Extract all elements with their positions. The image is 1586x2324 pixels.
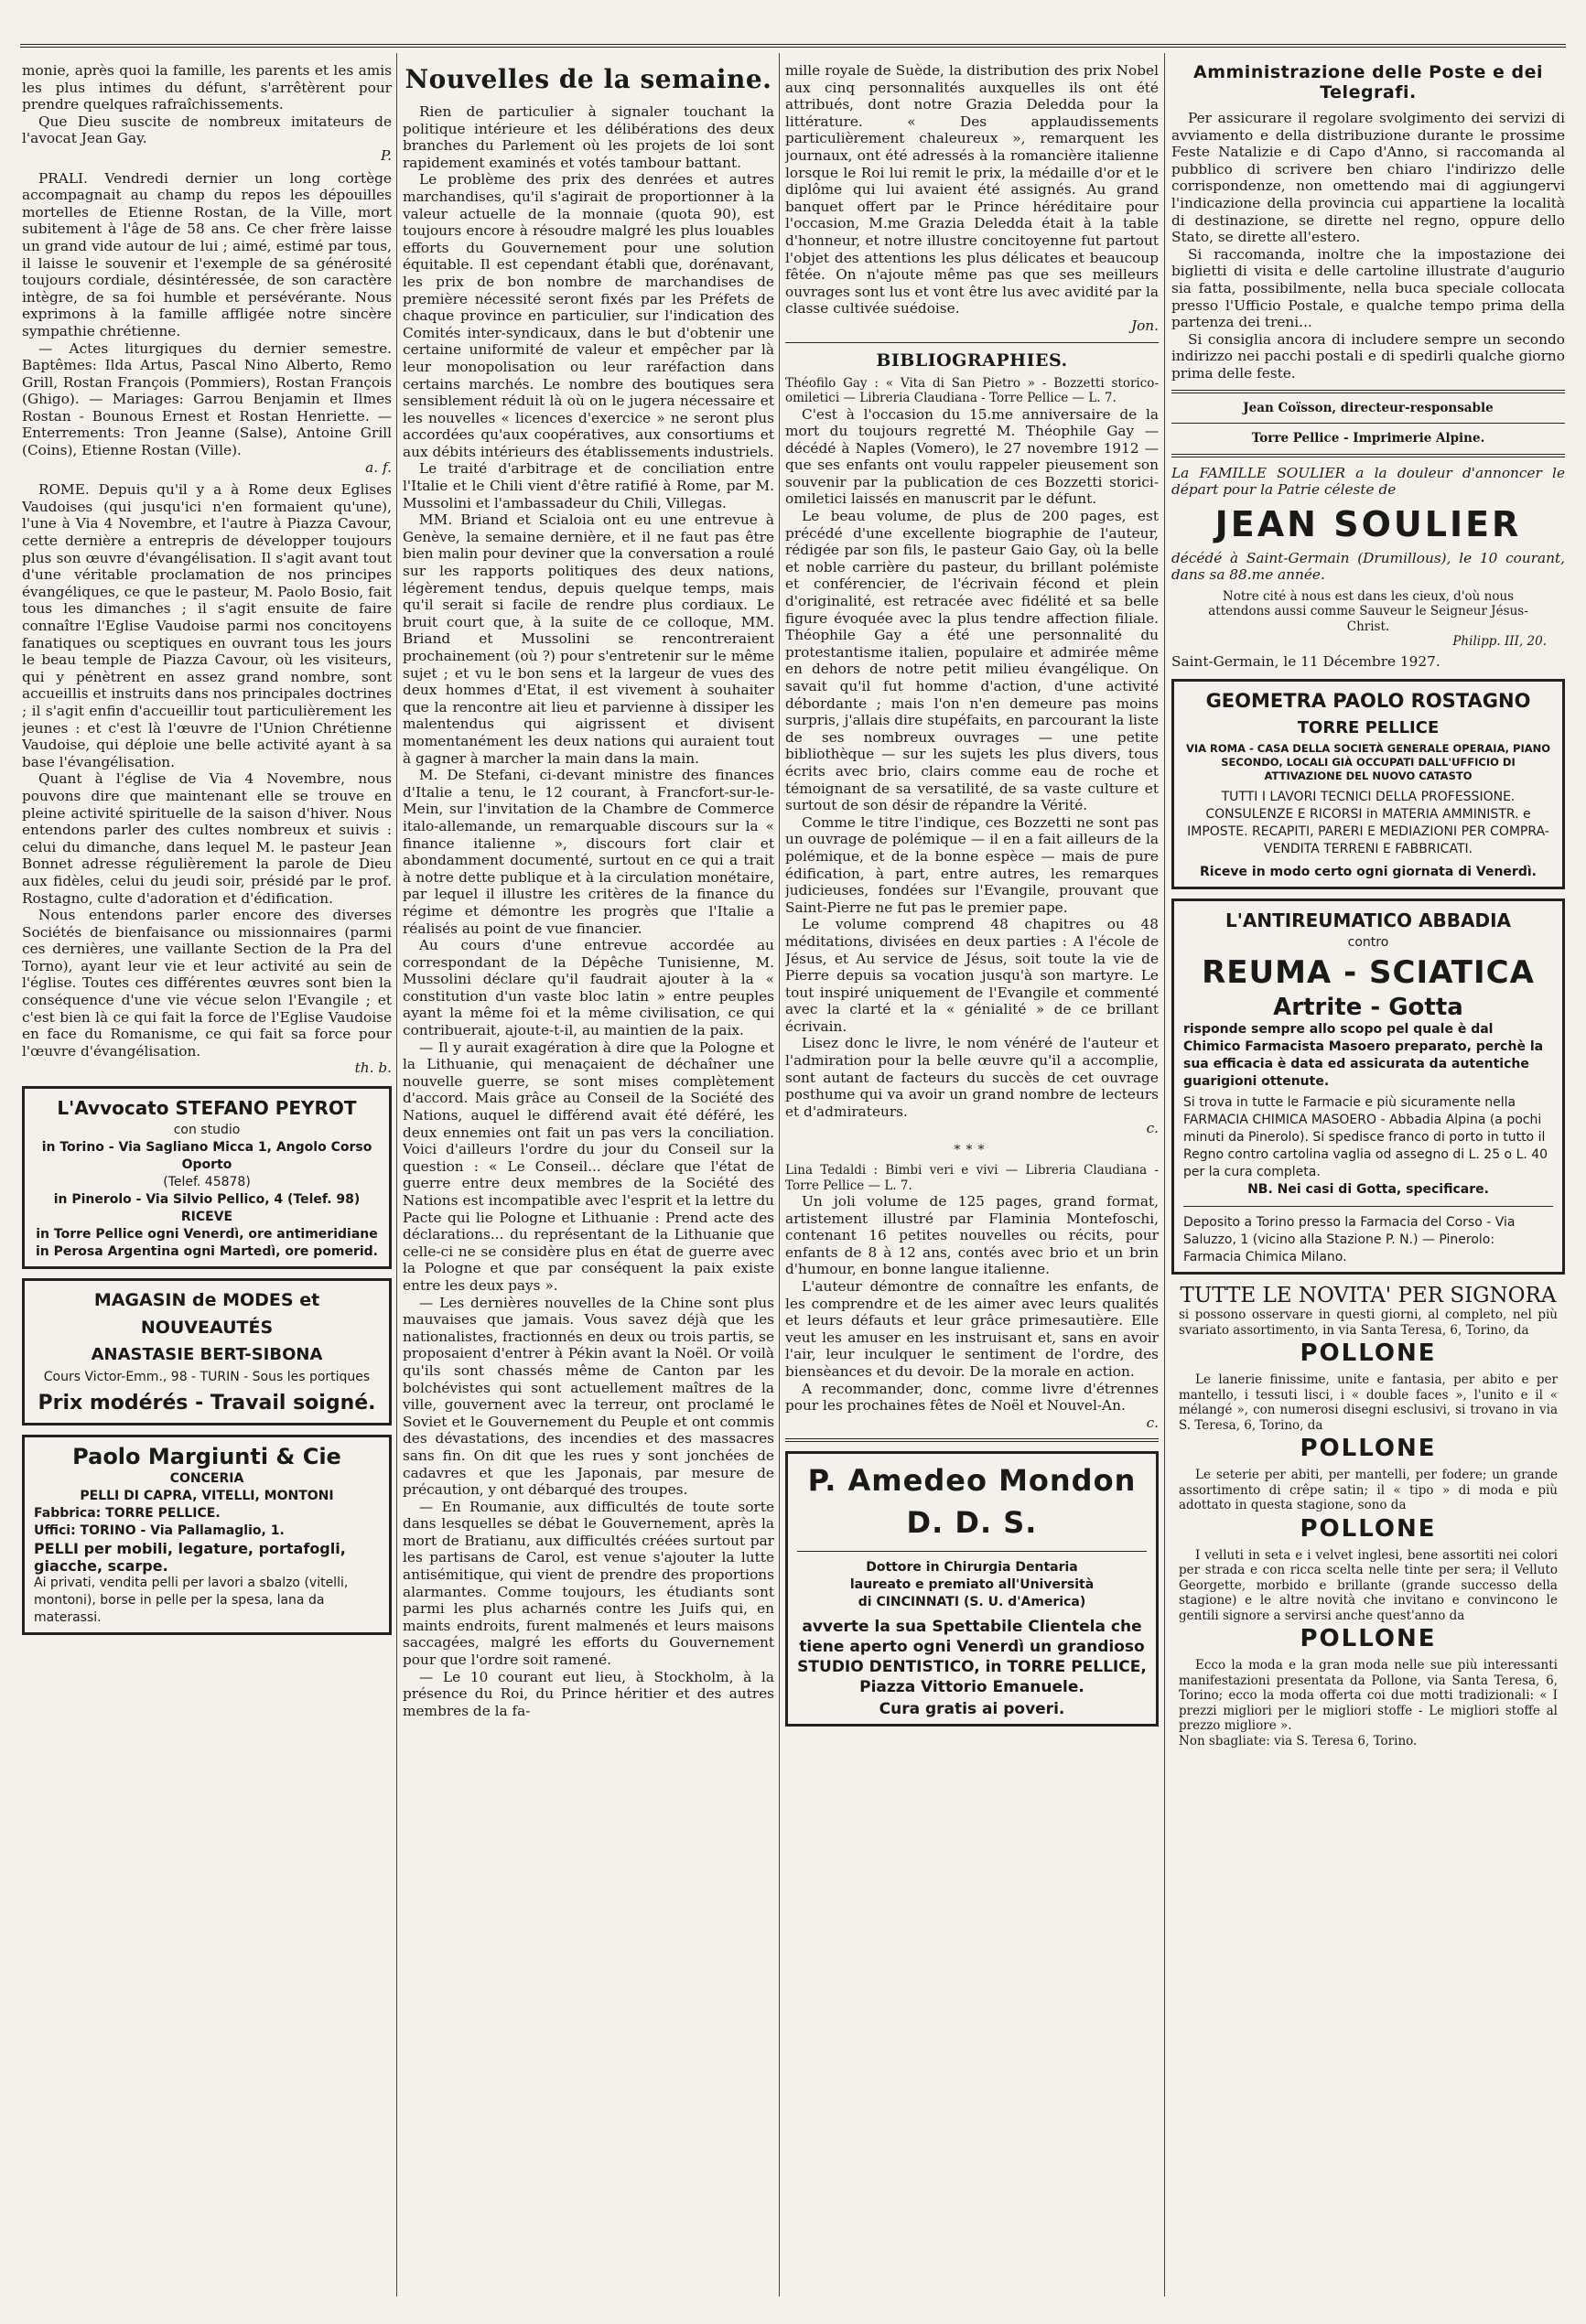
ad-line: TORRE PELLICE <box>1297 718 1440 738</box>
obituary-date: Saint-Germain, le 11 Décembre 1927. <box>1171 652 1440 670</box>
ad-line: PELLI per mobili, legature, portafogli, giacche, scarpe. <box>34 1540 346 1576</box>
ad-rostagno <box>1171 679 1565 889</box>
ad-line: di CINCINNATI (S. U. d'America) <box>858 1595 1086 1610</box>
ad-line: risponde sempre allo scopo pel quale è dal Chimico Farmacista Masoero preparato, perchè la sua efficacia è data ed assicurata da autentiche guarigioni ottenute. <box>1183 1022 1544 1090</box>
top-rule <box>20 44 1566 48</box>
ad-line: in Torino - Via Sagliano Micca 1, Angolo Corso Oporto <box>41 1140 372 1173</box>
divider <box>1171 390 1565 393</box>
ad-line: avverte la sua Spettabile Clientela che tiene aperto ogni Venerdì un grandioso STUDIO DENTISTICO, in TORRE PELLICE, Piazza Vittorio Emanuele. <box>797 1618 1147 1697</box>
article-paragraph: L'auteur démontre de connaître les enfants, de les comprendre et de les aimer avec leurs qualités et leurs défauts et leur grâce primesautière. Elle veut les amuser en les instruisant et, sans en avoir l'air, leur inculquer le sentiment de l'ordre, des biensèances et du devoir. De la morale en action. <box>785 1278 1159 1380</box>
obituary-verse-ref: Philipp. III, 20. <box>1452 634 1547 650</box>
article-paragraph: — Actes liturgiques du dernier semestre. Baptêmes: Ilda Artus, Pascal Nino Alberto, Remo Grill, Rostan François (Pommiers), Rostan François (Ghigo). — Mariages: Garrou Benjamin et Ilmes Rostan - Bounous Ernest et Rostan Henriette. — Enterrements: Tron Jeanne (Salse), Antoine Grill (Coins), Etienne Rostan (Ville). <box>22 339 392 459</box>
article-paragraph: — Les dernières nouvelles de la Chine sont plus mauvaises que jamais. Vous savez déjà que les nationalistes, fractionnés en deux ou trois partis, se proposaient d'entrer à Pékin avant la Noël. Or voilà qu'ils sont chassés même de Canton par les bolchévistes qui sont actuellement maîtres de la ville, gouvernent avec la terreur, ont proclamé le Soviet et le Gouvernement du Peuple et ont commis des dévastations, des incendies et des massacres sans fin. On dit que les rues y sont jonchées de cadavres et que les Japonais, par mesure de précaution, y ont débarqué des troupes. <box>403 1294 774 1499</box>
divider <box>797 1551 1147 1552</box>
column-rule <box>779 53 780 2297</box>
signature: Jon. <box>1130 317 1159 334</box>
ad-line: laureato e premiato all'Università <box>849 1577 1095 1593</box>
ad-line: con studio <box>173 1123 241 1138</box>
section-heading: Amministrazione delle Poste e dei Telegrafi. <box>1193 62 1543 102</box>
ad-line: in Pinerolo - Via Silvio Pellico, 4 (Telef. 98) <box>53 1192 361 1208</box>
article-paragraph: mille royale de Suède, la distribution des prix Nobel aux cinq personnalités auxquelles ils ont été attribués, dont notre Grazia Deledda pour la littérature. « Des applaudissements particulièrement chaleureux », remarquent les journaux, ont été adressés à la romancière italienne lorsque le Roi lui remit le prix, la médaille d'or et le diplôme qui lui avaient été assignés. Au grand banquet offert par le Prince héréditaire pour l'occasion, M.me Grazia Deledda était à la table d'honneur, et notre illustre concitoyenne fut partout l'objet des attentions les plus délicates et beaucoup fêtée. On n'ajoute même pas que ses meilleurs ouvrages sont lus et vont être lus avec avidité par la classe cultivée suédoise. <box>785 62 1159 317</box>
obituary-text: décédé à Saint-Germain (Drumillous), le 10 courant, dans sa 88.me année. <box>1171 549 1565 584</box>
column-rule <box>1164 53 1165 2297</box>
ad-abbadia <box>1171 898 1565 1275</box>
signature: a. f. <box>365 458 392 476</box>
article-paragraph: Lisez donc le livre, le nom vénéré de l'auteur et l'admiration pour la belle œuvre qu'il a accomplie, sont autant de facteurs du succès de cet ouvrage posthume qui va avoir un grand nombre de lecteurs et d'admirateurs. <box>785 1035 1159 1120</box>
ad-line: NB. Nei casi di Gotta, specificare. <box>1247 1182 1489 1198</box>
article-paragraph: Le problème des prix des denrées et autres marchandises, qu'il s'agirait de proportionner à la valeur actuelle de la monnaie (quota 90), est toujours encore à résoudre malgré les plus louables efforts du Gouvernement pour une solution équitable. Il est cependant établi que, dorénavant, les prix de bon nombre de marchandises de première nécessité seront fixés par les Préfets de chaque province en particulier, sur l'indication des Comités inter-syndicaux, dans le but d'obtenir une certaine uniformité de valeur et empêcher par là leur monopolisation ou leur raréfaction dans certains marchés. Le nombre des boutiques sera sensiblement réduit là où on le jugera nécessaire et les nouvelles « licences d'exercice » ne seront plus accordées qu'aux coopératives, aux consortiums et aux débits intérieurs des établissements industriels. <box>403 171 774 460</box>
ad-headline: REUMA - SCIATICA <box>1202 954 1535 992</box>
book-review <box>785 406 1159 1121</box>
ad-line: TUTTI I LAVORI TECNICI DELLA PROFESSIONE. CONSULENZE E RICORSI in MATERIA AMMINISTR. e IMPOSTE. RECAPITI, PARERI E MEDIAZIONI PER COMPRA-VENDITA TERRENI E FABBRICATI. <box>1187 790 1549 857</box>
article-paragraph: Comme le titre l'indique, ces Bozzetti ne sont pas un ouvrage de polémique — il en a fait ailleurs de la polémique, et de la bonne espèce — mais de pure édification, à part, entre autres, les remarques judicieuses, fondées sur l'Evangile, prouvant que Saint-Pierre ne fut pas le premier pape. <box>785 813 1159 916</box>
ad-title: MAGASIN de MODES et NOUVEAUTÉS <box>93 1290 320 1339</box>
article-paragraph: monie, après quoi la famille, les parents et les amis les plus intimes du défunt, s'arrêtèrent pour prendre quelques rafraîchissements. <box>22 62 392 113</box>
ad-title: TUTTE LE NOVITA' PER SIGNORA <box>1180 1284 1557 1308</box>
ad-line: (Telef. 45878) <box>163 1175 251 1190</box>
obituary-name: JEAN SOULIER <box>1214 503 1522 544</box>
article-paragraph: Per assicurare il regolare svolgimento dei servizi di avviamento e della distribuzione durante le prossime Feste Natalizie e di Capo d'Anno, si raccomanda al pubblico di scrivere ben chiaro l'indirizzo delle corrispondenze, non omettendo mai di aggiungervi l'indicazione della provincia cui appartiene la località di destinazione, se dirette nel regno, oppure dello Stato, se dirette all'estero. <box>1171 110 1565 246</box>
ad-line: ANASTASIE BERT-SIBONA <box>91 1345 323 1365</box>
article-paragraph: — Il y aurait exagération à dire que la Pologne et la Lithuanie, qui menaçaient de déchaîner une nouvelle guerre, se sont mises complètement d'accord. Mais grâce au Conseil de la Société des Nations, auquel le différend avait été déféré, les deux ennemies ont fait un pas vers la conciliation. Voici d'ailleurs l'ordre du jour du Conseil sur la question : « Le Conseil... déclare que l'état de guerre entre deux membres de la Société des Nations est incompatible avec l'esprit et la lettre du Pacte qui lie Pologne et Lithuanie : Prend acte des déclarations... du représentant de la Lithuanie que celle-ci ne se considère plus en état de guerre avec la Pologne et que par conséquent la paix existe entre les deux pays ». <box>403 1038 774 1294</box>
ad-line: Non sbagliate: via S. Teresa 6, Torino. <box>1179 1733 1418 1748</box>
ad-line: RICEVE <box>180 1210 233 1225</box>
ad-line: Uffici: TORINO - Via Pallamaglio, 1. <box>34 1523 285 1539</box>
brand-logo: POLLONE <box>1300 1340 1437 1368</box>
ad-line: Cours Victor-Emm., 98 - TURIN - Sous les portiques <box>43 1370 371 1385</box>
ad-title: GEOMETRA PAOLO ROSTAGNO <box>1205 690 1531 713</box>
ad-pollone <box>1171 1284 1565 1748</box>
ad-line: in Perosa Argentina ogni Martedì, ore pomerid. <box>36 1244 378 1260</box>
ad-line: PELLI DI CAPRA, VITELLI, MONTONI <box>80 1489 334 1504</box>
stars-separator: *** <box>954 1143 990 1158</box>
news-articles <box>403 103 774 1719</box>
section-heading: BIBLIOGRAPHIES. <box>876 350 1068 371</box>
article-paragraph: Que Dieu suscite de nombreux imitateurs de l'avocat Jean Gay. <box>22 113 392 147</box>
column-rule <box>396 53 397 2297</box>
ad-line: si possono osservare in questi giorni, al completo, nel più svariato assortimento, in via Santa Teresa, 6, Torino, da <box>1179 1307 1558 1338</box>
article-paragraph: Le traité d'arbitrage et de conciliation entre l'Italie et le Chili vient d'être ratifié à Rome, par M. Mussolini et l'ambassadeur du Chili, Villegas. <box>403 460 774 511</box>
article-paragraph: Si raccomanda, inoltre che la impostazione dei biglietti di visita e delle cartoline illustrate d'augurio sia fatta, possibilmente, nella buca speciale collocata presso l'Ufficio Postale, e qualche tempo prima della partenza dei treni... <box>1171 245 1565 331</box>
ad-margiunti <box>22 1435 392 1635</box>
ad-line: Dottore in Chirurgia Dentaria <box>866 1560 1078 1576</box>
book-reference: Théofilo Gay : « Vita di San Pietro » - Bozzetti storico-omiletici — Libreria Claudiana - Torre Pellice — L. 7. <box>785 375 1159 405</box>
ad-line: Si trova in tutte le Farmacie e più sicuramente nella FARMACIA CHIMICA MASOERO - Abbadia Alpina (a pochi minuti da Pinerolo). Si spedisce franco di porto in tutto il Regno contro cartolina vaglia od assegno di L. 25 o L. 40 per la cura completa. <box>1183 1095 1548 1180</box>
article-paragraph: C'est à l'occasion du 15.me anniversaire de la mort du toujours regretté M. Théophile Gay — décédé à Naples (Vomero), le 27 novembre 1912 — que ses enfants ont voulu rappeler pieusement son souvenir par la publication de ces Bozzetti storici-omiletici laissés en manuscrit par le défunt. <box>785 405 1159 508</box>
book-review <box>785 1193 1159 1415</box>
article-paragraph: Au cours d'une entrevue accordée au correspondant de la Dépêche Tunisienne, M. Mussolini déclare qu'il faudrait ajouter à la « constitution d'un vaste bloc latin » entre peuples ayant la même foi et la même civilisation, ce qui contribuerait, ajoute-t-il, au maintien de la paix. <box>403 937 774 1039</box>
article-paragraph: — En Roumanie, aux difficultés de toute sorte dans lesquelles se débat le Gouvernement, après la mort de Bratianu, aux difficultés créées surtout par les partisans de Carol, est venue s'ajouter la lutte antisémitique, qui vient de prendre des proportions alarmantes. Comme toujours, les étudiants sont parmi les plus acharnés contre les Juifs qui, en maints endroits, furent malmenés et leurs maisons saccagées, malgré les efforts du Gouvernement pour que l'ordre soit ramené. <box>403 1498 774 1669</box>
signature: c. <box>1146 1120 1159 1137</box>
ad-line: Ai privati, vendita pelli per lavori a sbalzo (vitelli, montoni), borse in pelle per la spesa, lana da materassi. <box>34 1576 349 1626</box>
divider <box>1171 423 1565 424</box>
article-paragraph: M. De Stefani, ci-devant ministre des finances d'Italie a tenu, le 12 courant, à Francfort-sur-le-Mein, sur l'invitation de la Chambre de Commerce italo-allemande, un remarquable discours sur la « finance italienne », discours fort clair et abondamment documenté, surtout en ce qui a trait à notre dette publique et à la circulation monétaire, par lequel il illustre les critères de la finance du régime et démontre les progrès que l'Italie a réalisés au point de vue financier. <box>403 767 774 937</box>
ad-bert-sibona <box>22 1278 392 1426</box>
ad-slogan: Prix modérés - Travail soigné. <box>38 1392 376 1415</box>
article-paragraph: MM. Briand et Scialoia ont eu une entrevue à Genève, la semaine dernière, et il ne faut pas être bien malin pour deviner que la conversation a roulé sur les rapports politiques des deux nations, légèrement tendus, depuis quelque temps, mais qu'il serait si facile de rendre plus cordiaux. Le bruit court que, à la suite de ce colloque, MM. Briand et Mussolini se rencontreraient prochainement (où ?) pour s'entretenir sur le même sujet ; et vu le bon sens et la largeur de vues des deux hommes d'Etat, il est vivement à souhaiter que la rencontre ait lieu et parvienne à dissiper les malentendus qui aigrissent et divisent momentanément les deux nations qui auraient tout à gagner à marcher la main dans la main. <box>403 511 774 767</box>
brand-logo: POLLONE <box>1300 1435 1437 1463</box>
ad-line: Cura gratis ai poveri. <box>879 1700 1065 1719</box>
ad-line: in Torre Pellice ogni Venerdì, ore antimeridiane <box>36 1227 378 1243</box>
ad-title: Paolo Margiunti & Cie <box>72 1444 341 1470</box>
column-3 <box>785 62 1159 1736</box>
signature: c. <box>1146 1414 1159 1431</box>
article-paragraph: Si consiglia ancora di includere sempre un secondo indirizzo nei pacchi postali e di spedirli qualche giorno prima delle feste. <box>1171 330 1565 382</box>
divider <box>1171 454 1565 457</box>
divider <box>1183 1206 1553 1207</box>
article-paragraph: Un joli volume de 125 pages, grand format, artistement illustré par Flaminia Montefoschi, contenant 16 petites nouvelles ou récits, pour enfants de 8 à 12 ans, contés avec brio et un brin d'humour, en bonne langue italienne. <box>785 1193 1159 1278</box>
ad-title: P. Amedeo Mondon D. D. S. <box>807 1463 1137 1541</box>
ad-line: Le lanerie finissime, unite e fantasia, per abito e per mantello, i tessuti lisci, i « double faces », l'unito e il « mélangé », con numerosi disegni esclusivi, si trovano in via S. Teresa, 6, Torino, da <box>1179 1372 1558 1433</box>
ad-line: Le seterie per abiti, per mantelli, per fodere; un grande assortimento di crêpe satin; il « tipo » di moda e più adottato in questa stagione, sono da <box>1179 1468 1558 1513</box>
article-paragraph: Le volume comprend 48 chapitres ou 48 méditations, divisées en deux parties : A l'école de Jésus, et Au service de Jésus, soit toute la vie de Pierre depuis sa vocation jusqu'à son martyre. Le tout inspiré uniquement de l'Evangile et commenté avec la clarté et la « génialité » de ce brillant écrivain. <box>785 916 1159 1035</box>
obituary-intro: La FAMILLE SOULIER a la douleur d'annoncer le départ pour la Patrie céleste de <box>1171 464 1565 499</box>
ad-line: contro <box>1347 935 1389 951</box>
article-paragraph: Quant à l'église de Via 4 Novembre, nous pouvons dire que maintenant elle se trouve en pleine activité spirituelle de la saison d'hiver. Nous entendons parler des cultes nombreux et suivis : celui du dimanche, dans lequel M. le pasteur Jean Bonnet adresse régulièrement la parole de Dieu aux fidèles, celui du jeudi soir, présidé par le prof. Rostagno, culte d'adoration et d'édification. <box>22 770 392 907</box>
column-2 <box>403 62 774 1719</box>
section-heading: Nouvelles de la semaine. <box>405 64 772 94</box>
brand-logo: POLLONE <box>1300 1514 1437 1543</box>
article-paragraph: Nous entendons parler encore des diverses Sociétés de bienfaisance ou missionnaires (parmi ces dernières, une vaillante Section de la Pra del Torno), ayant leur vie et leur activité au sein de l'église. Toutes ces différentes œuvres sont bien la conséquence d'une vie vécue selon l'Evangile ; et c'est bien là ce qui fait la force de l'Eglise Vaudoise en face du Romanisme, ce qui fait sa force pour l'œuvre d'évangélisation. <box>22 907 392 1060</box>
book-reference: Lina Tedaldi : Bimbi veri e vivi — Libreria Claudiana - Torre Pellice — L. 7. <box>785 1163 1159 1193</box>
imprint-director: Jean Coïsson, directeur-responsable <box>1243 400 1494 415</box>
divider <box>785 1438 1159 1442</box>
signature: P. <box>380 146 392 164</box>
ad-headline: Artrite - Gotta <box>1273 994 1463 1022</box>
ad-title: L'Avvocato STEFANO PEYROT <box>57 1097 357 1120</box>
article-paragraph: A recommander, donc, comme livre d'étrennes pour les prochaines fêtes de Noël et Nouvel-An. <box>785 1380 1159 1415</box>
ad-title: L'ANTIREUMATICO ABBADIA <box>1225 909 1511 932</box>
obituary-verse: Notre cité à nous est dans les cieux, d'où nous attendons aussi comme Sauveur le Seigneur Jésus-Christ. <box>1208 588 1528 634</box>
ad-line: Deposito a Torino presso la Farmacia del Corso - Via Saluzzo, 1 (vicino alla Stazione P. N.) — Pinerolo: Farmacia Chimica Milano. <box>1183 1215 1516 1265</box>
article-paragraph: Le beau volume, de plus de 200 pages, est précédé d'une excellente biographie de l'auteur, rédigée par son fils, le pasteur Gaio Gay, où la belle et noble carrière du pasteur, du brillant polémiste et conférencier, de l'écrivain fécond et plein d'originalité, est retracée avec fidélité et sa belle figure évoquée avec la plus tendre affection filiale. Théophile Gay a été une personnalité du protestantisme italien, populaire et admirée même en dehors de notre petit milieu évangélique. On savait qu'il fut homme d'action, d'une activité débordante ; mais l'on n'en demeure pas moins surpris, j'allais dire stupéfaits, en parcourant la liste de ses nombreux ouvrages — une petite bibliothèque — sur les sujets les plus divers, tous écrits avec brio, clairs comme eau de roche et témoignant de sa versatilité, de sa vaste culture et surtout de son désir de répandre la Vérité. <box>785 508 1159 814</box>
article-paragraph: — Le 10 courant eut lieu, à Stockholm, à la présence du Roi, du Prince héritier et des autres membres de la fa- <box>403 1668 774 1719</box>
ad-line: I velluti in seta e i velvet inglesi, bene assortiti nei colori per strada e con ricca scelta nelle tinte per sera; il Velluto Georgette, morbido e brillante (grande successo della stagione) e le altre novità che invitano e convincono le gentili signore a servirsi anche quest'anno da <box>1179 1547 1558 1623</box>
ad-line: Riceve in modo certo ogni giornata di Venerdì. <box>1200 865 1537 880</box>
ad-line: VIA ROMA - CASA DELLA SOCIETÀ GENERALE OPERAIA, PIANO SECONDO, LOCALI GIÀ OCCUPATI DALL'UFFICIO DI ATTIVAZIONE DEL NUOVO CATASTO <box>1185 742 1551 783</box>
column-4 <box>1171 62 1565 1748</box>
ad-mondon <box>785 1451 1159 1727</box>
brand-logo: POLLONE <box>1300 1625 1437 1653</box>
article-paragraph: Rien de particulier à signaler touchant la politique intérieure et les délibérations des deux branches du Parlement où les projets de loi sont rapidement examinés et votés tambour battant. <box>403 103 774 171</box>
imprint-printer: Torre Pellice - Imprimerie Alpine. <box>1251 431 1485 446</box>
divider <box>785 342 1159 343</box>
ad-line: Ecco la moda e la gran moda nelle sue più interessanti manifestazioni presentata da Pollone, via Santa Teresa, 6, Torino; ecco la moda offerta coi due motti tradizionali: « I prezzi migliori per le migliori stoffe - Le migliori stoffe al prezzo migliore ». <box>1179 1658 1558 1734</box>
signature: th. b. <box>354 1060 392 1077</box>
article-paragraph: PRALI. Vendredi dernier un long cortège accompagnait au champ du repos les dépouilles mortelles de Etienne Rostan, de la Ville, mort subitement à l'âge de 58 ans. Ce cher frère laisse un grand vide autour de lui ; aimé, estimé par tous, il laisse le souvenir et l'exemple de sa générosité toujours cordiale, désintéressée, de son caractère intègre, de sa foi humble et persévérante. Nous exprimons à la famille affligée notre sincère sympathie chrétienne. <box>22 169 392 339</box>
ad-peyrot <box>22 1086 392 1269</box>
article-paragraph: ROME. Depuis qu'il y a à Rome deux Eglises Vaudoises (qui jusqu'ici n'en formaient qu'une), l'une à Via 4 Novembre, et l'autre à Piazza Cavour, cette dernière a entrepris de développer toujours plus son œuvre d'évangélisation. Il s'agit avant tout d'une véritable proclamation de nos principes évangéliques, ce que le pasteur, M. Paolo Bosio, fait tous les dimanches ; il s'agit ensuite de faire connaître l'Eglise Vaudoise parmi nos concitoyens fanatiques ou sceptiques en ouvrant tous les jours le beau temple de Piazza Cavour, où les visiteurs, qui y pénètrent en assez grand nombre, sont accueillis et instruits dans nos principales doctrines ; il s'agit enfin d'accueillir tout particulièrement les jeunes : et c'est là l'œuvre de l'Union Chrétienne Vaudoise, qui déploie une belle activité ayant à sa base l'évangélisation. <box>22 481 392 770</box>
column-1 <box>22 62 392 1644</box>
ad-line: CONCERIA <box>169 1471 244 1487</box>
ad-line: Fabbrica: TORRE PELLICE. <box>34 1506 221 1522</box>
